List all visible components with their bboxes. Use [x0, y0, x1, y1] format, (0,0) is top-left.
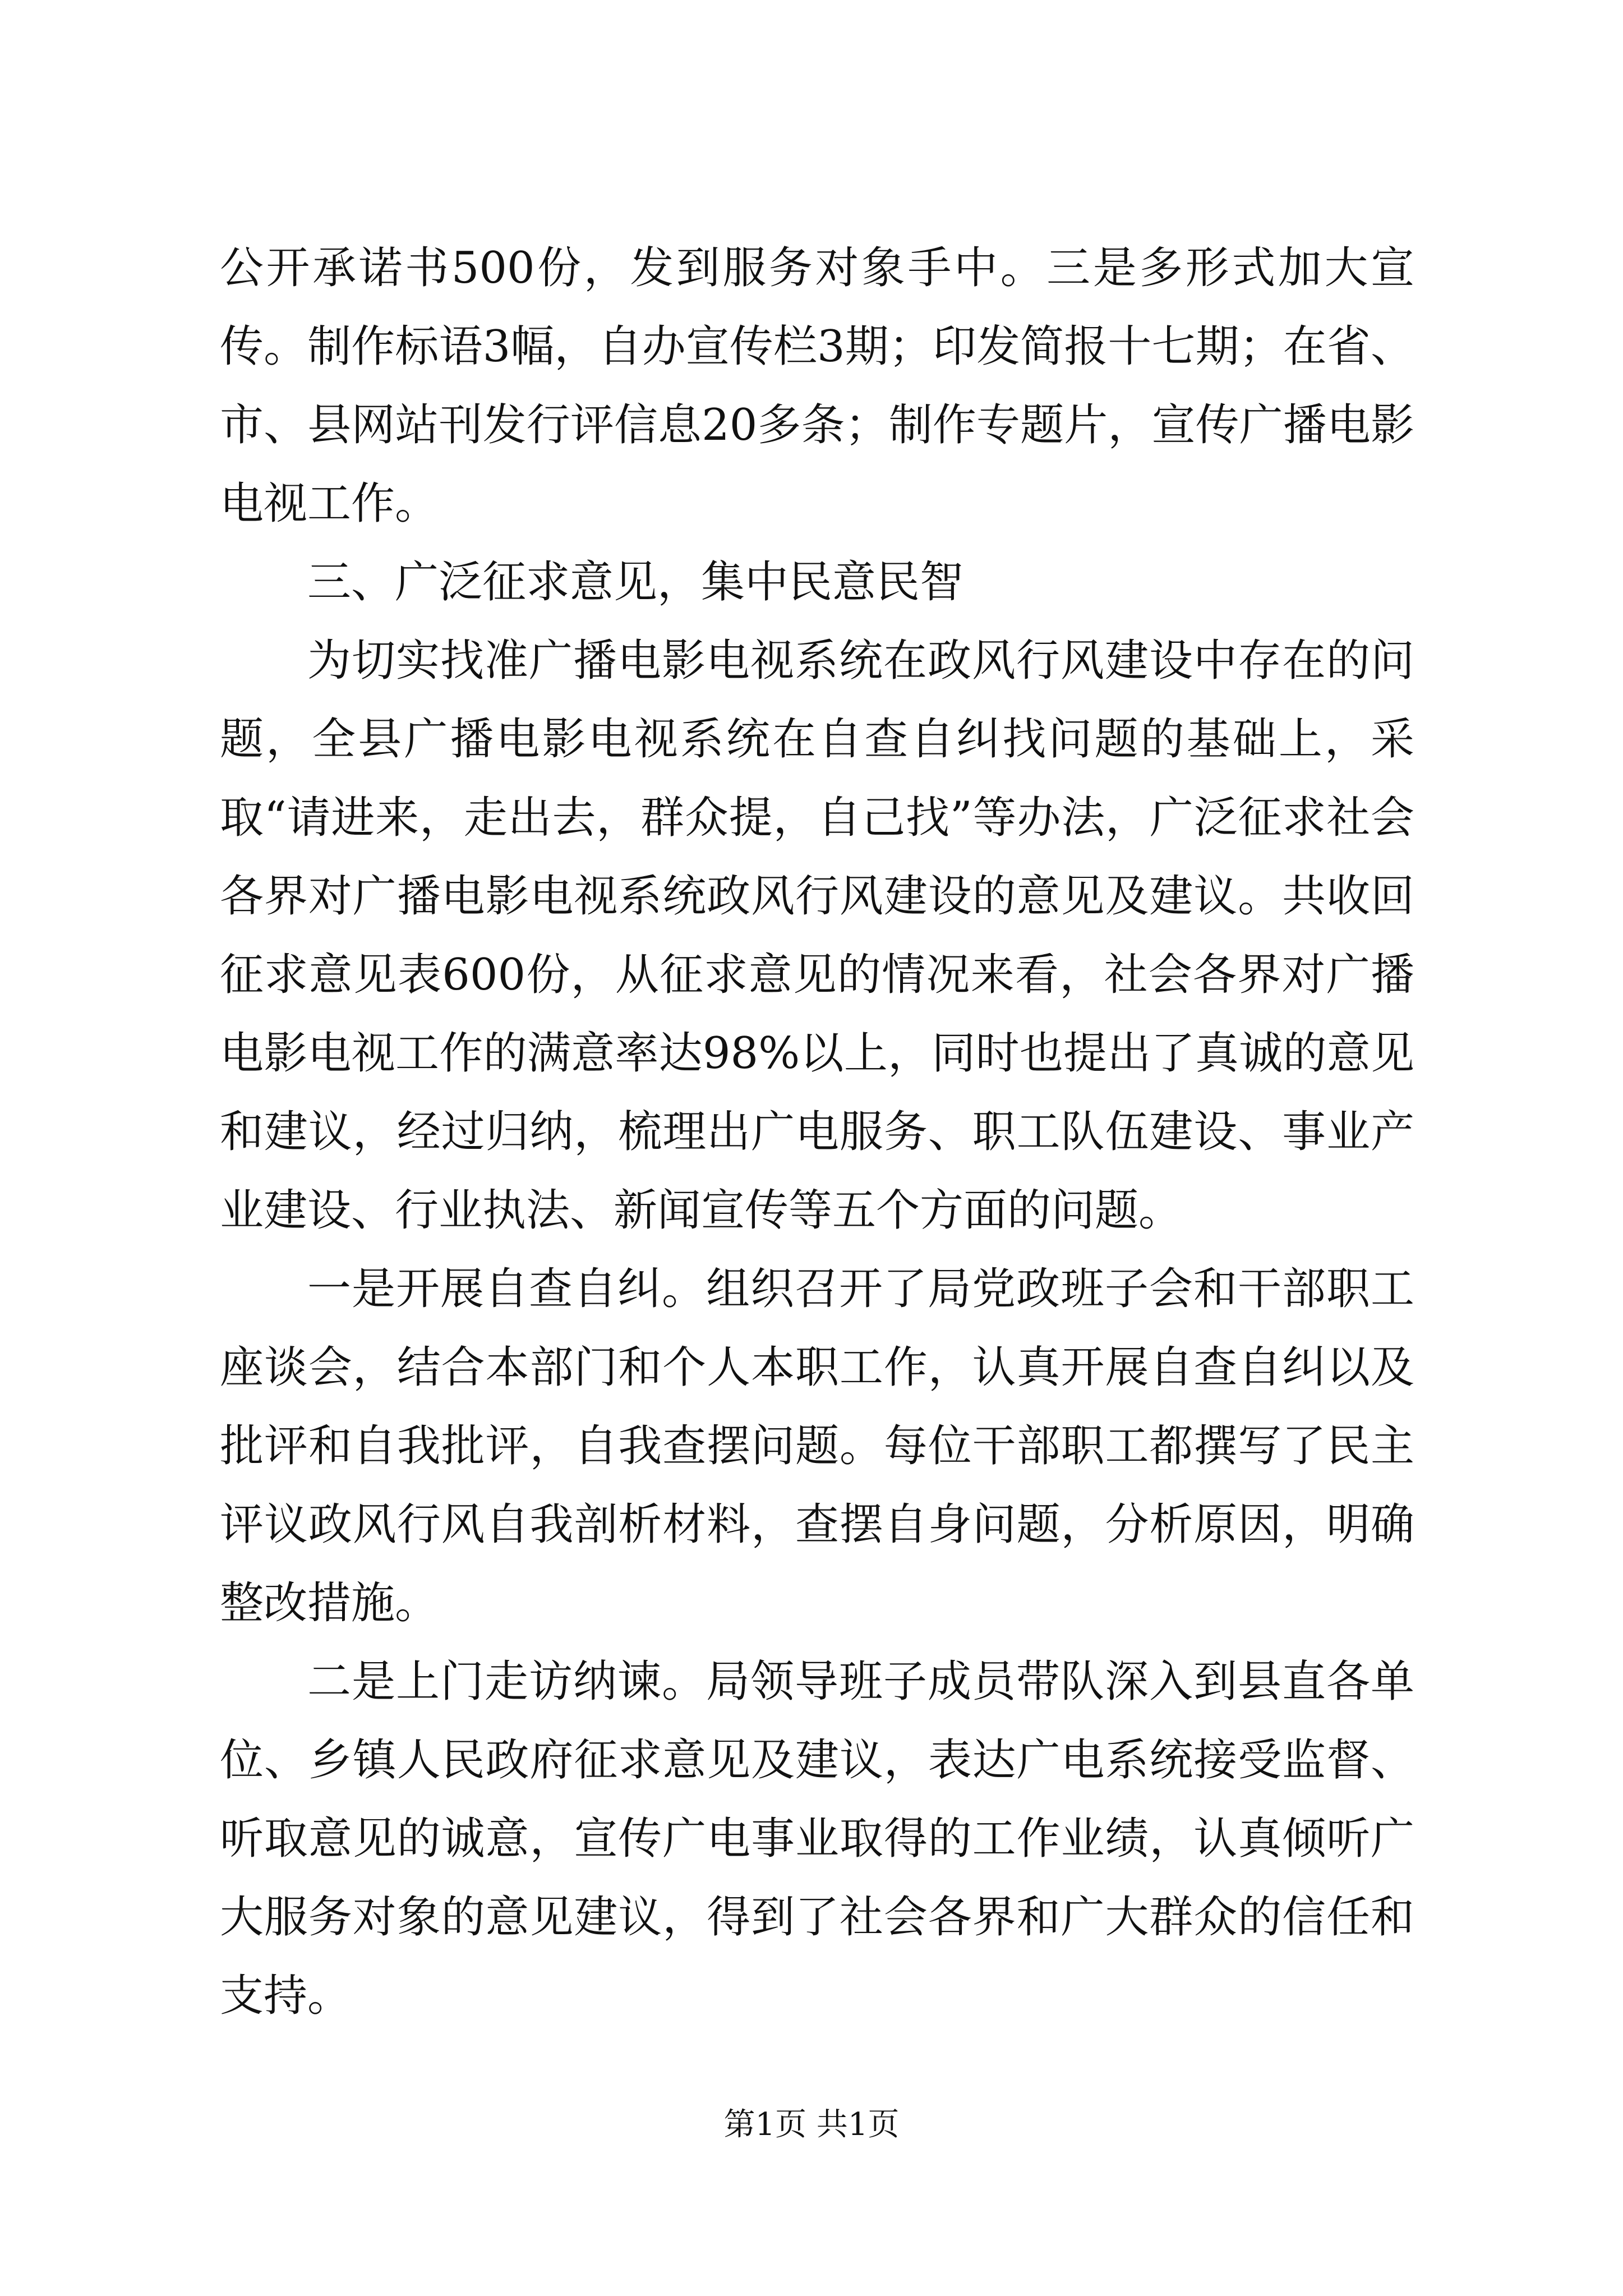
- page-footer: 第1页 共1页: [723, 2106, 900, 2143]
- paragraph-4: 一是开展自查自纠。组织召开了局党政班子会和干部职工座谈会，结合本部门和个人本职工作，认真开展自查自纠以及批评和自我批评，自我查摆问题。每位干部职工都撰写了民主评议政风行风自我剖析材料，查摆自身问题，分析原因，明确整改措施。: [220, 1264, 1414, 1628]
- section-heading-3: 三、广泛征求意见，集中民意民智: [307, 557, 964, 608]
- paragraph-1: 公开承诺书500份，发到服务对象手中。三是多形式加大宣传。制作标语3幅，自办宣传栏3期；印发简报十七期；在省、市、县网站刊发行评信息20多条；制作专题片，宣传广播电影电视工作。: [220, 243, 1414, 529]
- paragraph-3: 为切实找准广播电影电视系统在政风行风建设中存在的问题，全县广播电影电视系统在自查自纠找问题的基础上，采取“请进来，走出去，群众提，自己找”等办法，广泛征求社会各界对广播电影电视系统政风行风建设的意见及建议。共收回征求意见表600份，从征求意见的情况来看，社会各界对广播电影电视工作的满意率达98%以上，同时也提出了真诚的意见和建议，经过归纳，梳理出广电服务、职工队伍建设、事业产业建设、行业执法、新闻宣传等五个方面的问题。: [220, 636, 1414, 1236]
- paragraph-5: 二是上门走访纳谏。局领导班子成员带队深入到县直各单位、乡镇人民政府征求意见及建议，表达广电系统接受监督、听取意见的诚意，宣传广电事业取得的工作业绩，认真倾听广大服务对象的意见建议，得到了社会各界和广大群众的信任和支持。: [220, 1657, 1414, 2021]
- document-body: [220, 229, 1414, 2035]
